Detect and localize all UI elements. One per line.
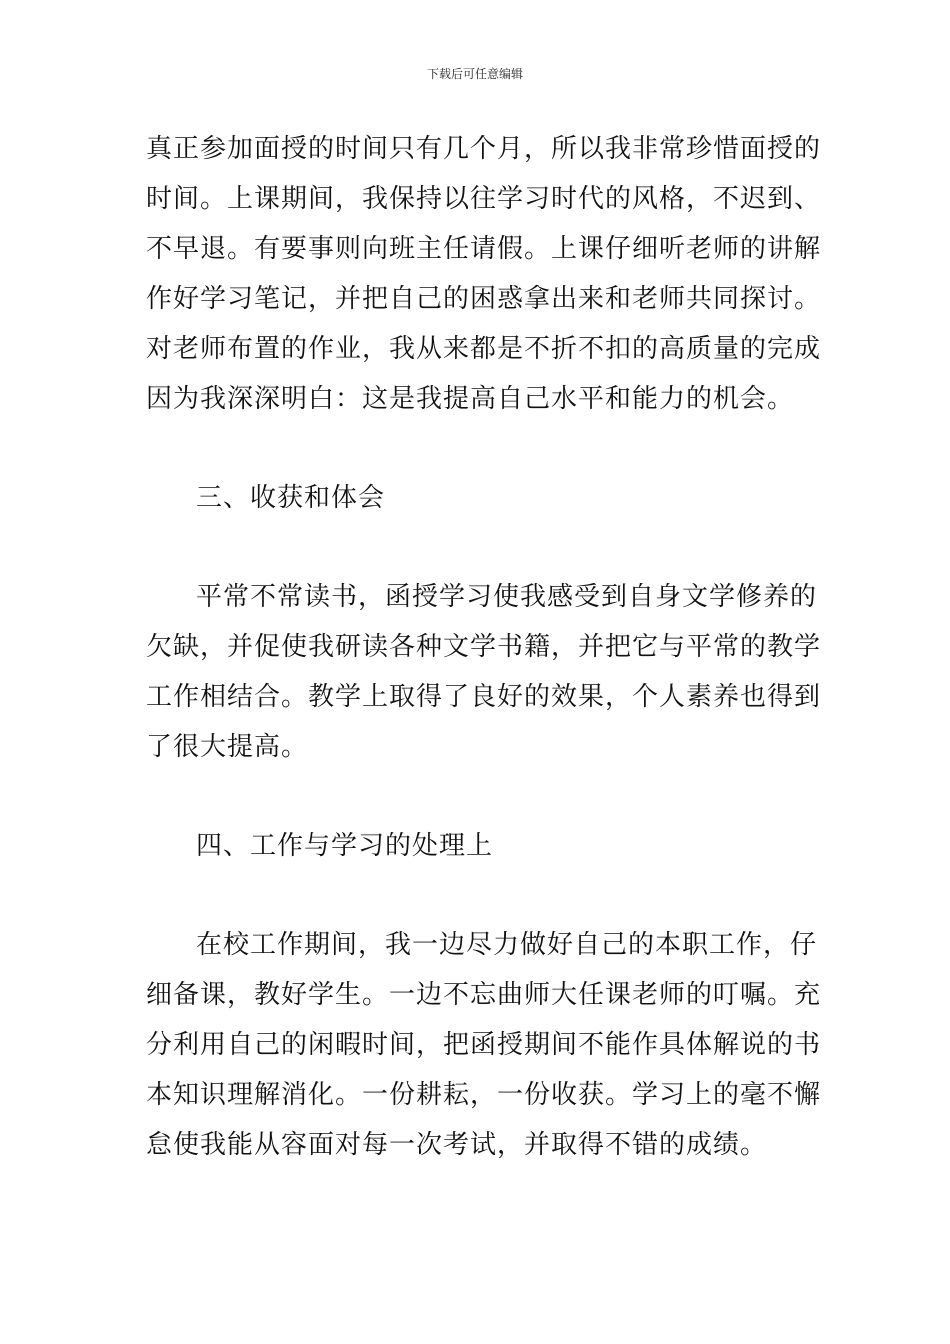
paragraph-line: 对老师布置的作业，我从来都是不折不扣的高质量的完成 bbox=[146, 334, 822, 364]
paragraph-line: 了很大提高。 bbox=[146, 732, 309, 762]
paragraph-line: 工作相结合。教学上取得了良好的效果，个人素养也得到 bbox=[146, 682, 822, 712]
paragraph-line: 分利用自己的闲暇时间，把函授期间不能作具体解说的书 bbox=[146, 1030, 822, 1060]
paragraph-line: 时间。上课期间，我保持以往学习时代的风格，不迟到、 bbox=[146, 184, 822, 214]
page-header: 下载后可任意编辑 bbox=[426, 67, 523, 81]
paragraph-line: 因为我深深明白：这是我提高自己水平和能力的机会。 bbox=[146, 384, 795, 414]
paragraph-line: 作好学习笔记，并把自己的困惑拿出来和老师共同探讨。 bbox=[146, 284, 822, 314]
paragraph-line: 平常不常读书，函授学习使我感受到自身文学修养的 bbox=[196, 582, 818, 612]
paragraph-line: 在校工作期间，我一边尽力做好自己的本职工作，仔 bbox=[196, 930, 818, 960]
paragraph-line: 细备课，教好学生。一边不忘曲师大任课老师的叮嘱。充 bbox=[146, 980, 822, 1010]
paragraph-line: 不早退。有要事则向班主任请假。上课仔细听老师的讲解 bbox=[146, 234, 822, 264]
section-heading: 三、收获和体会 bbox=[196, 483, 386, 513]
section-heading: 四、工作与学习的处理上 bbox=[196, 831, 494, 861]
paragraph-line: 真正参加面授的时间只有几个月，所以我非常珍惜面授的 bbox=[146, 134, 822, 164]
paragraph-line: 怠使我能从容面对每一次考试，并取得不错的成绩。 bbox=[146, 1130, 768, 1160]
paragraph-line: 本知识理解消化。一份耕耘，一份收获。学习上的毫不懈 bbox=[146, 1080, 822, 1110]
paragraph-line: 欠缺，并促使我研读各种文学书籍，并把它与平常的教学 bbox=[146, 632, 822, 662]
